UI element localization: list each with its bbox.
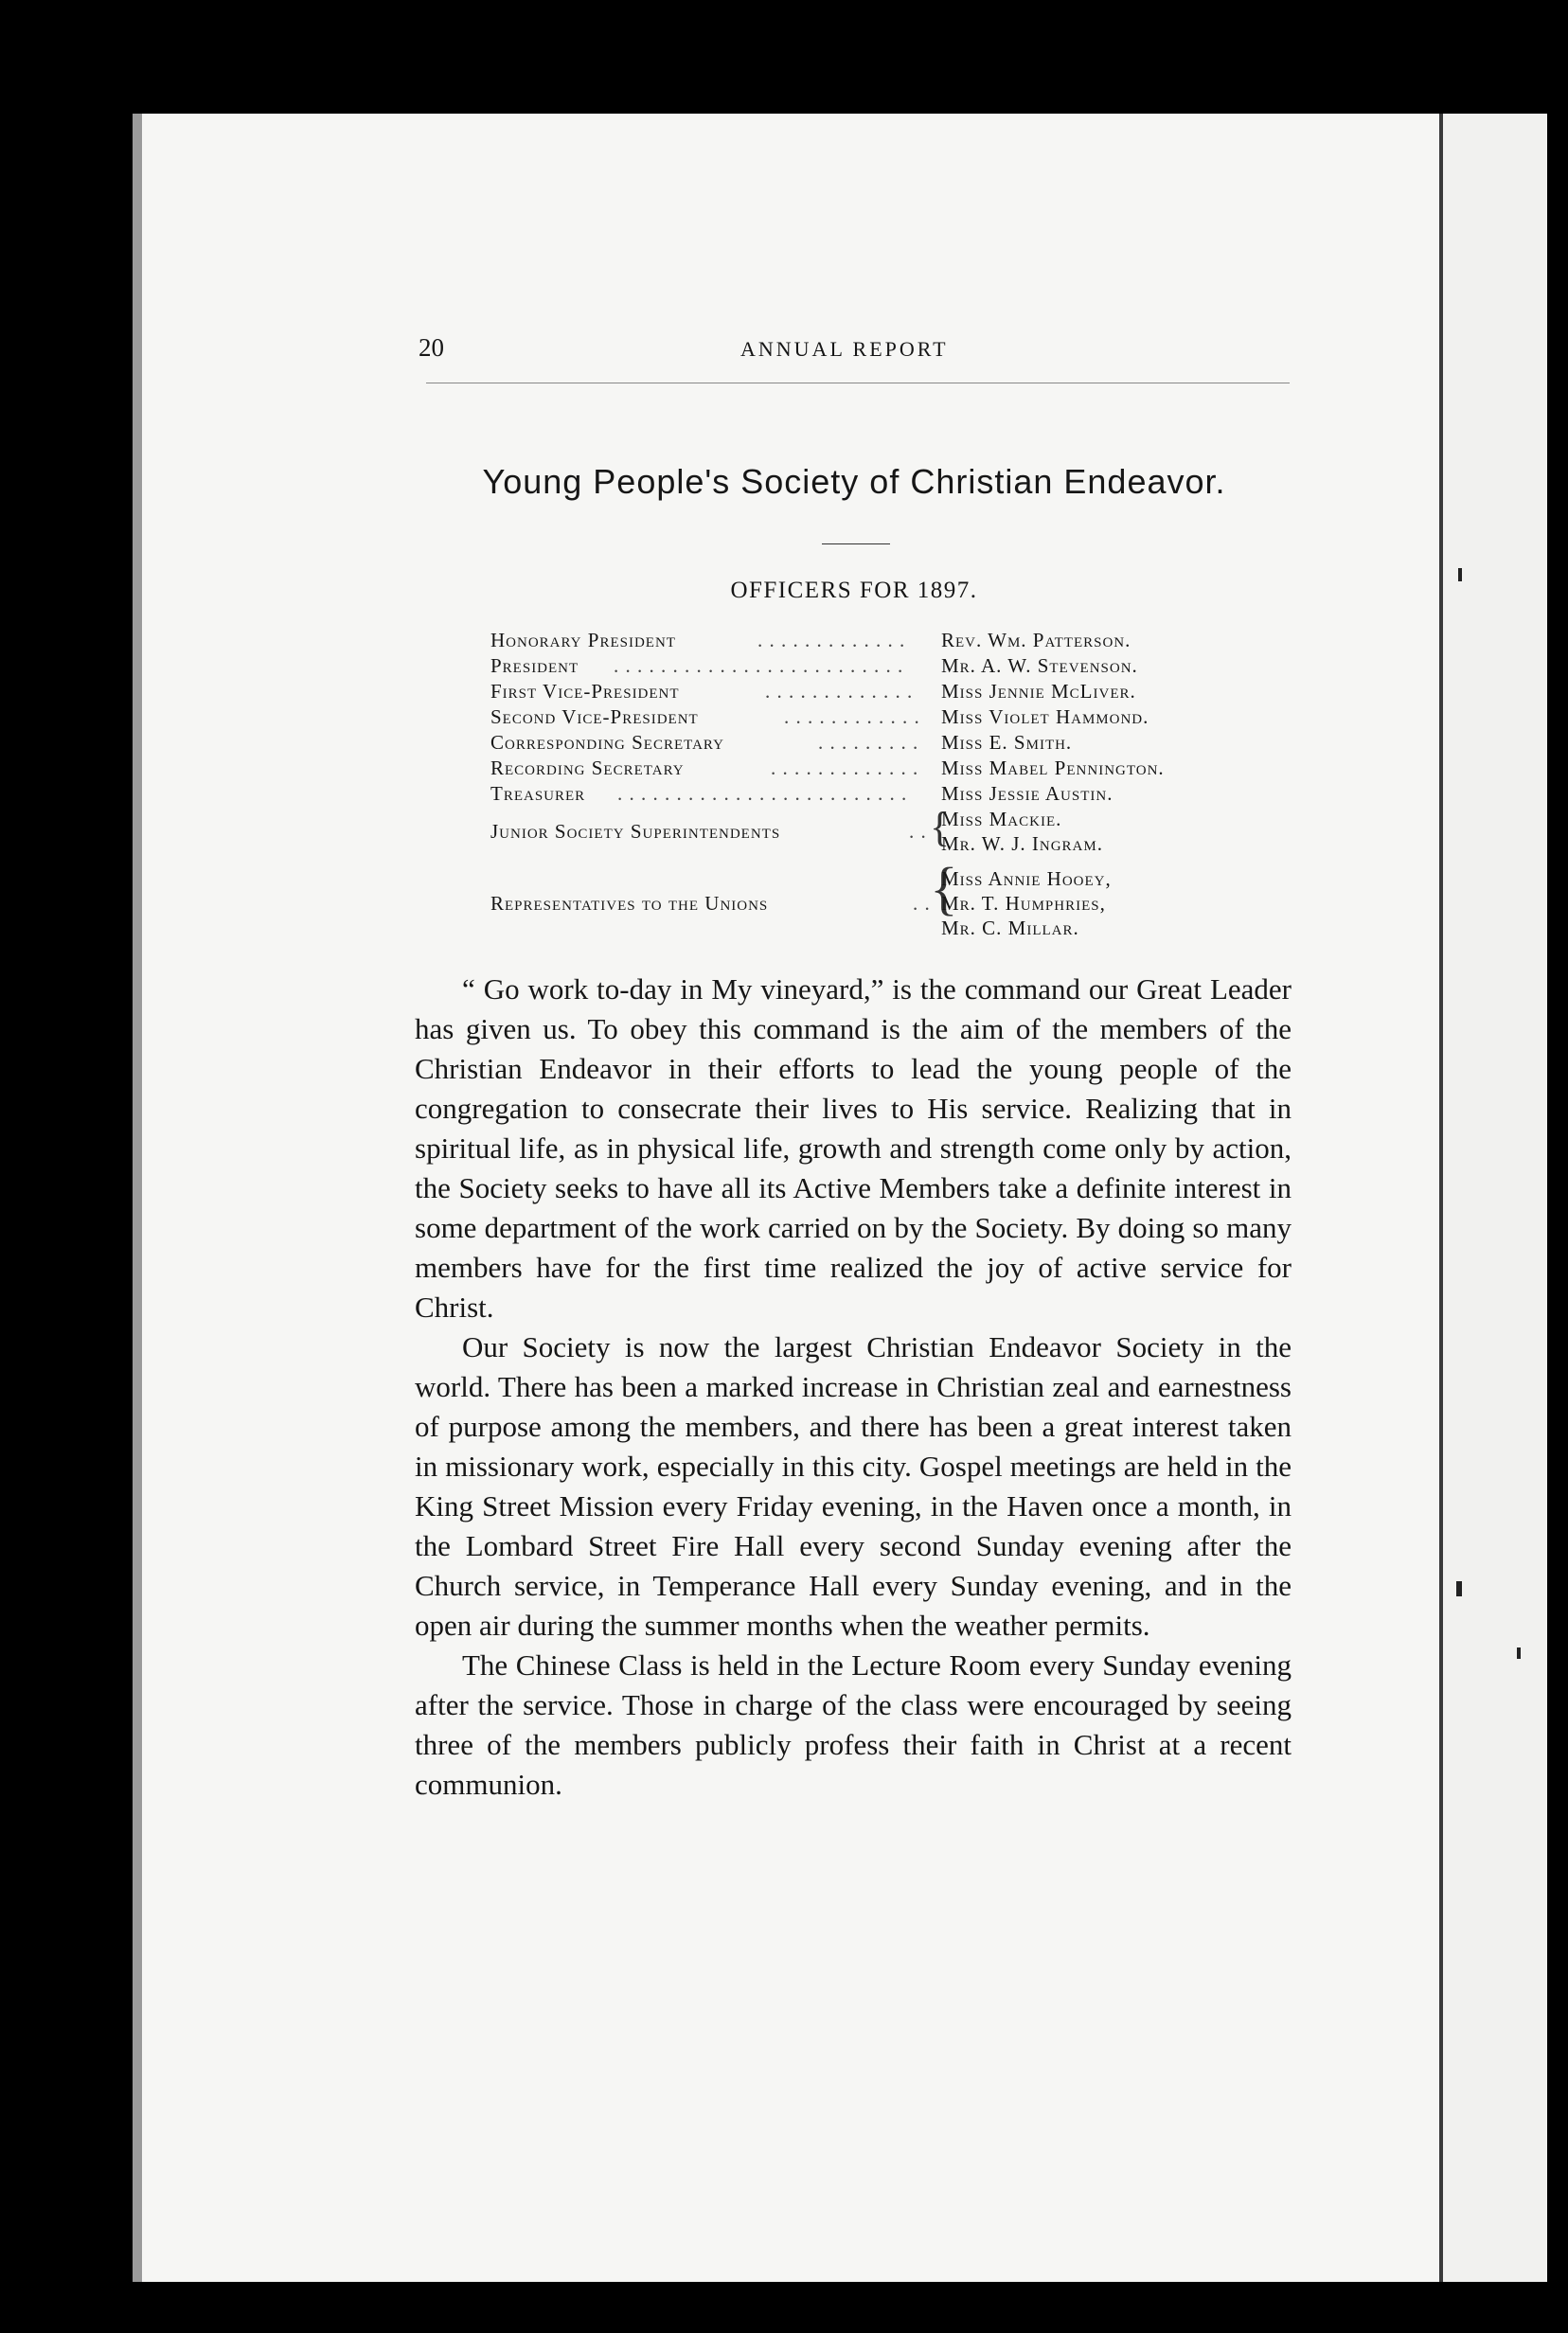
leader-dots: . . [909,820,927,843]
title-rule [822,543,890,544]
leader-dots: . . . . . . . . . . . . [784,705,920,728]
officer-name: Mr. C. Millar. [941,917,1079,939]
officer-name: Miss Mackie. [941,808,1062,830]
officer-role: First Vice-President [490,680,680,703]
paragraph: Our Society is now the largest Christian Endeavor Society in the world. There has been a marked increase in Christian zeal and earnestness of purpose among the members, and there has been a great interest taken in missionary work, especially in this city. Gospel meetings are held in the King Street Mission every Friday evening, in the Haven once a month, in the Lombard Street Fire Hall every second Sunday evening after the Church service, in Temperance Hall every Sunday evening, and in the open air during the summer months when the weather permits. [415,1330,1292,1642]
body-text [415,970,1292,1805]
facing-page-edge [1439,114,1547,2282]
officer-name: Mr. A. W. Stevenson. [941,654,1138,677]
officer-name: Mr. T. Humphries, [941,892,1106,915]
brace-mark: { [930,804,951,850]
page-edge-mark [1458,568,1462,581]
paragraph: “ Go work to-day in My vineyard,” is the command our Great Leader has given us. To obey this command is the aim of the members of the Christian Endeavor in their efforts to lead the young people of the congregation to consecrate their lives to His service. Realizing that in spiritual life, as in physical life, growth and strength come only by action, the Society seeks to have all its Active Members take a definite interest in some department of the work carried on by the Society. By doing so many members have for the first time realized the joy of active service for Christ. [415,972,1292,1324]
leader-dots: . . . . . . . . . [818,731,919,754]
officer-name: Rev. Wm. Patterson. [941,629,1131,651]
page-edge-mark [1456,1581,1462,1596]
officers-heading: OFFICERS FOR 1897. [730,578,978,603]
officer-name: Miss Jessie Austin. [941,782,1114,805]
officer-role: President [490,654,579,677]
officer-role: Representatives to the Unions [490,892,769,915]
leader-dots: . . . . . . . . . . . . . . . . . . . . . . . . . [617,782,908,805]
officer-role: Corresponding Secretary [490,731,724,754]
leader-dots: . . . . . . . . . . . . . [771,757,919,779]
officer-role: Recording Secretary [490,757,685,779]
officer-name: Miss E. Smith. [941,731,1073,754]
officer-role: Treasurer [490,782,586,805]
officer-role: Second Vice-President [490,705,699,728]
officer-name: Mr. W. J. Ingram. [941,832,1103,855]
page-edge-mark [1517,1647,1521,1659]
leader-dots: . . [913,892,931,915]
officer-role: Honorary President [490,629,676,651]
running-head [419,333,1290,375]
brace-mark: { [930,857,958,921]
officer-role: Junior Society Superintendents [490,820,781,843]
running-head-title: ANNUAL REPORT [740,337,949,361]
officer-name: Miss Annie Hooey, [941,867,1112,890]
leader-dots: . . . . . . . . . . . . . [757,629,906,651]
officer-name: Miss Jennie McLiver. [941,680,1136,703]
leader-dots: . . . . . . . . . . . . . [765,680,914,703]
section-title: Young People's Society of Christian Endeavor. [482,462,1226,501]
officer-name: Miss Violet Hammond. [941,705,1149,728]
officer-name: Miss Mabel Pennington. [941,757,1165,779]
leader-dots: . . . . . . . . . . . . . . . . . . . . . . . . . [614,654,904,677]
paragraph: The Chinese Class is held in the Lecture Room every Sunday evening after the service. Those in charge of the class were encouraged by seeing three of the members publicly profess their faith in Christ at a recent communion. [415,1648,1292,1801]
page-number: 20 [419,333,444,362]
